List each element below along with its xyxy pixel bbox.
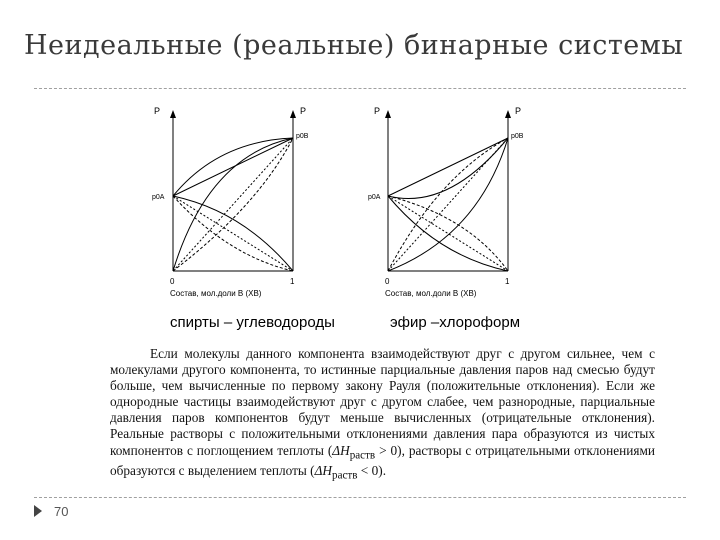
right-x-label: Состав, мол.доли В (ХВ) <box>385 289 477 298</box>
delta-h-sub-2: раств <box>332 469 358 482</box>
page-number: 70 <box>54 504 69 519</box>
right-pa-label: p0A <box>368 194 381 201</box>
right-tick-1: 1 <box>505 277 510 286</box>
right-axis-right-arrow <box>505 110 511 118</box>
left-axis-right-arrow <box>290 110 296 118</box>
top-divider <box>34 88 686 89</box>
delta-h-sub-1: раств <box>349 449 376 462</box>
left-x-label: Состав, мол.доли В (ХВ) <box>170 289 262 298</box>
left-pa-label: p0A <box>152 194 165 201</box>
slide-marker-icon <box>34 505 42 517</box>
explanation-text <box>110 346 655 484</box>
caption-ether-chloroform: эфир –хлороформ <box>390 314 521 331</box>
left-tick-0: 0 <box>170 277 175 286</box>
right-axis-left-arrow <box>385 110 391 118</box>
diagram-alcohols-hydrocarbons <box>170 110 296 271</box>
right-tick-0: 0 <box>385 277 390 286</box>
left-pb-label: p0B <box>296 133 309 140</box>
diagram-ether-chloroform <box>385 110 511 271</box>
slide-title: Неидеальные (реальные) бинарные системы <box>24 30 684 61</box>
paragraph-main: Если молекулы данного компонента взаимодействуют друг с другом сильнее, чем с молекулами другого компонента, то истинные парциальные давления паров над смесью будут больше, чем вычисленные по первому закону Рауля (положительные отклонения). Если же однородные частицы взаимодействуют друг с другом слабее, чем разнородные, парциальные давления паров компонентов будут меньше вычисленных (отрицательные отклонения). Реальные растворы с положительными отклонениями давления пара образуются из чистых компонентов с поглощением теплоты ( <box>110 346 655 458</box>
left-tick-1: 1 <box>290 277 295 286</box>
delta-h-1: ΔH <box>332 442 350 458</box>
explanation-paragraph <box>110 346 655 484</box>
diagram-canvas <box>148 96 528 346</box>
caption-alcohols-hydrocarbons: спирты – углеводороды <box>170 314 335 331</box>
lt-zero: < 0). <box>357 463 387 479</box>
left-axis-left-arrow <box>170 110 176 118</box>
left-ideal-total <box>173 138 293 196</box>
right-axis-left-label: P <box>374 106 381 116</box>
left-ideal-a <box>173 196 293 271</box>
right-axis-right-label: P <box>515 106 522 116</box>
delta-h-2: ΔH <box>314 463 333 479</box>
phase-diagrams <box>148 96 528 346</box>
right-pb-label: p0B <box>511 133 524 140</box>
gt-zero: > 0), <box>375 442 405 458</box>
bottom-divider <box>34 497 686 498</box>
right-ideal-a <box>388 196 508 271</box>
right-ideal-total <box>388 138 508 196</box>
left-axis-right-label: P <box>300 106 307 116</box>
paragraph-tail: растворы с отрицательными отклонениями образуются с выделением теплоты ( <box>110 442 655 479</box>
left-axis-left-label: P <box>154 106 161 116</box>
